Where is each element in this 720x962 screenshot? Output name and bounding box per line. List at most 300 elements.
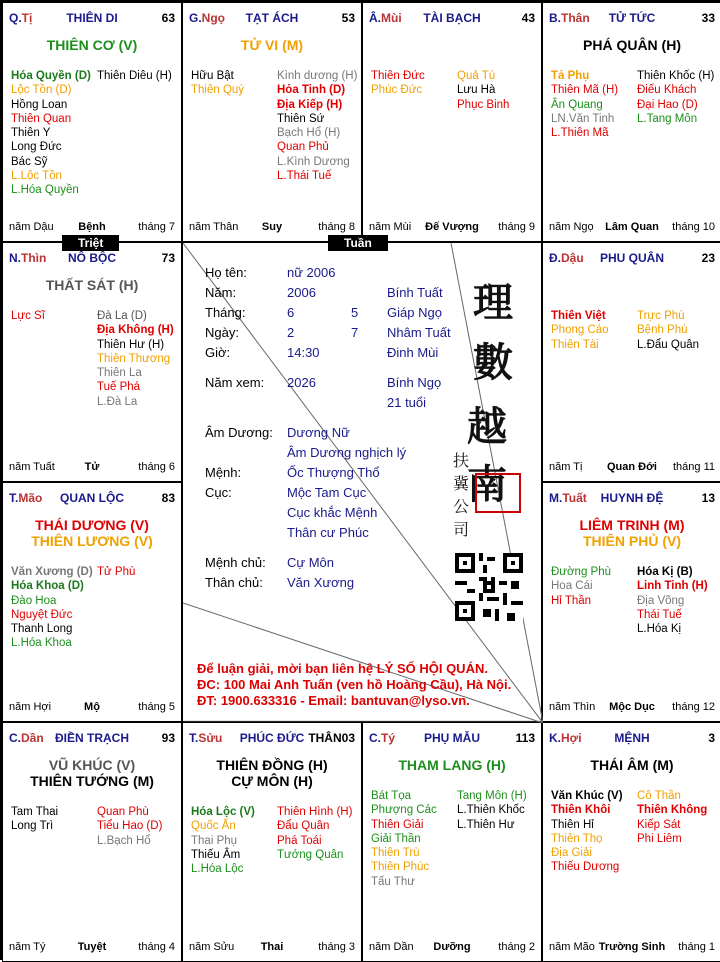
minor-star: L.Thiên Mã	[551, 127, 609, 140]
left-star-list	[551, 565, 611, 608]
palace-chi: Hợi	[561, 731, 582, 745]
palace-dai-van: 93	[161, 731, 175, 745]
minor-star: L.Kình Dương	[277, 155, 350, 168]
minor-star: Bạch Hổ (H)	[277, 127, 341, 140]
right-star-list	[97, 309, 174, 409]
minor-star: Địa Võng	[637, 594, 685, 607]
palace-dai-van: 73	[161, 251, 175, 265]
palace-name: HUYNH ĐỆ	[600, 491, 664, 505]
ngay-am: 7	[351, 325, 359, 340]
left-star-list	[551, 69, 618, 140]
minor-star: Quốc Ấn	[191, 820, 236, 833]
minor-star: Điếu Khách	[637, 84, 697, 97]
palace-chi: Mùi	[381, 11, 402, 25]
luu-nien: năm Thân	[189, 221, 239, 233]
red-seal	[475, 473, 521, 513]
small-calligraphy-char: 扶	[453, 451, 470, 470]
main-star: THIÊN PHỦ (V)	[583, 533, 681, 549]
minor-star: Phong Cáo	[551, 324, 609, 337]
minor-star: Cô Thần	[637, 790, 681, 802]
main-star: THIÊN CƠ (V)	[46, 37, 138, 53]
minor-star: L.Thái Tuế	[277, 170, 332, 183]
palace-name: TẠT ÁCH	[245, 11, 299, 25]
am-duong-label: Âm Dương:	[205, 425, 273, 440]
luu-thang: tháng 3	[318, 941, 355, 953]
cuc-value: Mộc Tam Cục	[287, 485, 367, 500]
right-star-list	[457, 789, 527, 832]
main-star: LIÊM TRINH (M)	[579, 517, 685, 533]
palace-chi: Mão	[18, 491, 43, 505]
menh-label: Mệnh:	[205, 465, 242, 480]
main-star: THẤT SÁT (H)	[45, 277, 139, 293]
palace-footer	[549, 941, 715, 955]
minor-star: Phục Binh	[457, 98, 510, 111]
palace-name: TÀI BẠCH	[423, 11, 481, 25]
minor-star: L.Hóa Quyền	[11, 184, 79, 197]
palace-mui[interactable]	[362, 2, 542, 242]
minor-star: Linh Tinh (H)	[637, 580, 708, 593]
than-chu-label: Thân chủ:	[205, 575, 263, 590]
minor-star: Thiên Không	[637, 804, 708, 817]
luu-nien: năm Tị	[549, 461, 583, 473]
gio-can-chi: Đinh Mùi	[387, 345, 439, 360]
palace-thin[interactable]	[2, 242, 182, 482]
palace-header	[189, 731, 355, 745]
minor-star: Địa Kiếp (H)	[277, 98, 343, 111]
minor-star: Phá Toái	[277, 834, 322, 847]
menh-chu-label: Mệnh chủ:	[205, 555, 266, 570]
palace-footer	[549, 461, 715, 475]
left-star-list	[371, 789, 437, 889]
thang-am: 5	[351, 305, 359, 320]
trang-sinh: Suy	[261, 221, 283, 233]
am-duong-value: Dương Nữ	[287, 425, 350, 440]
left-star-list	[191, 69, 244, 98]
contact-line: Để luận giải, mời bạn liên hệ LÝ SỐ HỘI QUÁN.	[197, 661, 488, 676]
left-star-list	[371, 69, 425, 98]
minor-star: L.Đẩu Quân	[637, 338, 700, 351]
tuan-marker: Tuần	[328, 235, 388, 251]
trang-sinh: Trường Sinh	[598, 941, 666, 953]
main-star: THÁI ÂM (M)	[590, 757, 674, 773]
right-star-list	[457, 69, 509, 112]
main-star: THAM LANG (H)	[398, 757, 506, 773]
minor-star: Trực Phù	[637, 310, 685, 322]
minor-star: Long Đức	[11, 141, 62, 154]
palace-ti[interactable]	[2, 2, 182, 242]
thang-duong: 6	[287, 305, 295, 320]
minor-star: Văn Xương (D)	[11, 566, 93, 578]
than-cu-note: Thân cư Phúc	[287, 525, 369, 540]
main-star: TỬ VI (M)	[240, 37, 304, 53]
small-calligraphy-char: 公	[453, 497, 470, 516]
main-star: VŨ KHÚC (V)	[48, 757, 136, 773]
palace-chi: Tị	[21, 11, 33, 25]
luu-thang: tháng 10	[672, 221, 715, 233]
minor-star: Thiếu Âm	[191, 848, 241, 861]
trang-sinh: Dưỡng	[433, 941, 471, 953]
main-star: THIÊN TƯỚNG (M)	[30, 773, 154, 789]
minor-star: Tang Môn (H)	[457, 790, 527, 802]
left-star-list	[551, 789, 623, 875]
nam-xem-value: 2026	[287, 375, 316, 390]
minor-star: Thai Phụ	[191, 834, 238, 847]
minor-star: Tiểu Hao (D)	[97, 820, 163, 833]
minor-star: Lộc Tồn (D)	[11, 84, 72, 97]
luu-nien: năm Mão	[549, 941, 595, 953]
luu-nien: năm Ngọ	[549, 221, 594, 233]
luu-nien: năm Dần	[369, 941, 414, 953]
luu-nien: năm Tuất	[9, 461, 55, 473]
calligraphy-char: 南	[467, 461, 507, 508]
thang-label: Tháng:	[205, 305, 246, 320]
luu-thang: tháng 7	[138, 221, 175, 233]
nam-value: 2006	[287, 285, 316, 300]
minor-star: Thiên Hư (H)	[97, 338, 165, 351]
palace-suu[interactable]	[182, 722, 362, 962]
palace-footer	[369, 221, 535, 235]
palace-name: QUAN LỘC	[60, 491, 124, 505]
palace-chi: Dần	[21, 731, 44, 745]
minor-star: Đào Hoa	[11, 594, 57, 607]
minor-star: Bác Sỹ	[11, 155, 48, 168]
palace-dai-van: 33	[701, 11, 715, 25]
palace-footer	[549, 701, 715, 715]
minor-star: Tấu Thư	[371, 875, 415, 888]
palace-footer	[549, 221, 715, 235]
minor-star: L.Tang Môn	[637, 112, 698, 125]
luu-thang: tháng 8	[318, 221, 355, 233]
minor-star: Quan Phủ	[277, 141, 329, 154]
palace-dan[interactable]	[2, 722, 182, 962]
minor-star: Phượng Các	[371, 804, 437, 817]
minor-star: Hóa Quyền (D)	[11, 70, 91, 82]
palace-can: C.	[369, 731, 381, 745]
minor-star: Tả Phụ	[551, 70, 590, 82]
main-star: THIÊN ĐỒNG (H)	[216, 757, 328, 773]
minor-star: Phúc Đức	[371, 84, 423, 97]
palace-than[interactable]	[542, 2, 720, 242]
minor-star: Lực Sĩ	[11, 310, 45, 322]
menh-value: Ốc Thượng Thổ	[287, 465, 380, 480]
luu-nien: năm Sửu	[189, 941, 235, 953]
minor-star: Thiên Giải	[371, 818, 424, 831]
palace-ngo[interactable]	[182, 2, 362, 242]
calligraphy-char: 理	[473, 279, 513, 326]
right-star-list	[637, 789, 707, 846]
center-info-panel	[182, 242, 542, 722]
minor-star: Thiên Hỉ	[551, 818, 594, 831]
minor-star: Thiên Khôi	[551, 804, 611, 817]
right-star-list	[637, 309, 699, 352]
minor-star: Thanh Long	[11, 623, 73, 636]
cuc-label: Cục:	[205, 485, 232, 500]
cuc-note: Cục khắc Mệnh	[287, 505, 378, 520]
minor-star: Đà La (D)	[97, 310, 147, 322]
tuoi-value: 21 tuổi	[387, 395, 427, 410]
palace-footer	[369, 941, 535, 955]
left-star-list	[11, 309, 45, 323]
left-star-list	[11, 69, 91, 198]
right-star-list	[97, 805, 162, 848]
luu-nien: năm Thìn	[549, 701, 596, 713]
qr-code[interactable]	[455, 553, 523, 621]
minor-star: Quan Phù	[97, 806, 149, 818]
minor-star: Thiếu Dương	[551, 861, 620, 874]
trang-sinh: Mộc Dục	[609, 701, 655, 713]
right-star-list	[97, 565, 135, 579]
ngay-duong: 2	[287, 325, 295, 340]
palace-name: PHỤ MẪU	[424, 731, 480, 745]
minor-star: Long Trì	[11, 820, 54, 833]
minor-star: Tam Thai	[11, 806, 59, 818]
palace-dai-van: 13	[701, 491, 715, 505]
palace-can: Q.	[9, 11, 22, 25]
minor-star: L.Hóa Kị	[637, 623, 682, 636]
palace-can: T.	[189, 731, 199, 745]
right-star-list	[637, 69, 714, 126]
minor-star: L.Hóa Lộc	[191, 863, 244, 876]
ho-ten-value: nữ 2006	[287, 265, 336, 280]
minor-star: Hữu Bật	[191, 70, 234, 82]
main-star: THIÊN LƯƠNG (V)	[31, 533, 153, 549]
palace-can: G.	[189, 11, 202, 25]
palace-can: Â.	[369, 11, 381, 25]
ngay-can-chi: Nhâm Tuất	[387, 325, 451, 340]
minor-star: L.Lộc Tồn	[11, 170, 62, 183]
menh-chu-value: Cự Môn	[287, 555, 334, 570]
luu-thang: tháng 2	[498, 941, 535, 953]
palace-ty[interactable]	[362, 722, 542, 962]
left-star-list	[11, 565, 93, 651]
minor-star: Hỏa Tinh (D)	[277, 84, 346, 97]
palace-name: PHÚC ĐỨC	[239, 731, 305, 745]
nam-label: Năm:	[205, 285, 237, 300]
palace-can: C.	[9, 731, 21, 745]
minor-star: L.Hóa Khoa	[11, 637, 72, 650]
luu-thang: tháng 12	[672, 701, 715, 713]
palace-dai-van: 83	[161, 491, 175, 505]
main-star: CỰ MÔN (H)	[231, 773, 313, 789]
palace-chi: Sửu	[198, 731, 223, 745]
minor-star: Thiên Tài	[551, 338, 599, 351]
main-star: PHÁ QUÂN (H)	[583, 37, 681, 53]
palace-name: PHU QUÂN	[599, 251, 664, 265]
minor-star: Thiên Thương	[97, 352, 171, 365]
luu-thang: tháng 6	[138, 461, 175, 473]
nam-can-chi: Bính Tuất	[387, 285, 443, 300]
palace-footer	[9, 221, 175, 235]
minor-star: Quả Tú	[457, 70, 496, 82]
minor-star: Phi Liêm	[637, 832, 682, 845]
nam-xem-can-chi: Bính Ngọ	[387, 375, 442, 390]
gio-label: Giờ:	[205, 345, 231, 360]
palace-footer	[189, 941, 355, 955]
than-chu-value: Văn Xương	[287, 575, 355, 590]
palace-footer	[9, 461, 175, 475]
palace-header	[9, 491, 175, 505]
ngay-label: Ngày:	[205, 325, 239, 340]
luu-thang: tháng 11	[672, 461, 715, 473]
minor-star: L.Đà La	[97, 395, 138, 408]
palace-header	[549, 11, 715, 25]
gio-value: 14:30	[287, 345, 320, 360]
luu-nien: năm Mùi	[369, 221, 412, 233]
minor-star: Địa Giải	[551, 847, 592, 860]
palace-chi: Ngọ	[201, 11, 225, 25]
palace-dai-van: 23	[701, 251, 715, 265]
palace-hoi[interactable]	[542, 722, 720, 962]
minor-star: Thiên La	[97, 367, 142, 380]
minor-star: Thiên Đức	[371, 70, 425, 82]
palace-footer	[9, 941, 175, 955]
right-star-list	[97, 69, 172, 83]
palace-header	[9, 11, 175, 25]
minor-star: Hoa Cái	[551, 580, 593, 593]
palace-footer	[9, 701, 175, 715]
palace-can: K.	[549, 731, 561, 745]
right-star-list	[277, 805, 352, 862]
minor-star: Ân Quang	[551, 98, 603, 111]
palace-dai-van: 113	[515, 731, 535, 745]
left-star-list	[551, 309, 609, 352]
minor-star: Thiên Mã (H)	[551, 84, 619, 97]
luu-thang: tháng 1	[678, 941, 715, 953]
palace-header	[549, 731, 715, 745]
palace-header	[369, 11, 535, 25]
minor-star: Đại Hao (D)	[637, 98, 698, 111]
palace-header	[549, 491, 715, 505]
palace-dai-van: 3	[708, 731, 715, 745]
palace-can: B.	[549, 11, 561, 25]
minor-star: L.Thiên Khốc	[457, 804, 525, 817]
minor-star: Thiên Diêu (H)	[97, 70, 172, 82]
trang-sinh: Bệnh	[78, 221, 106, 233]
trang-sinh: Thai	[260, 941, 284, 953]
minor-star: Thiên Phúc	[371, 861, 430, 874]
minor-star: Bát Tọa	[371, 790, 412, 802]
palace-dai-van: 63	[161, 11, 175, 25]
palace-dai-van: 53	[341, 11, 355, 25]
minor-star: Thiên Hình (H)	[277, 806, 353, 818]
palace-name: ĐIỀN TRẠCH	[55, 731, 129, 745]
palace-name: TỬ TỨC	[608, 11, 656, 25]
minor-star: Hóa Lộc (V)	[191, 806, 255, 818]
palace-mao[interactable]	[2, 482, 182, 722]
palace-tuat[interactable]	[542, 482, 720, 722]
palace-chi: Thìn	[21, 251, 47, 265]
minor-star: Thiên Thọ	[551, 832, 603, 845]
luu-nien: năm Tý	[9, 941, 46, 953]
luu-thang: tháng 9	[498, 221, 535, 233]
contact-phone-email[interactable]: ĐT: 1900.633316 - Email: bantuvan@lyso.vn.	[197, 693, 470, 708]
minor-star: Thiên Quý	[191, 84, 245, 97]
luu-thang: tháng 4	[138, 941, 175, 953]
right-star-list	[637, 565, 708, 636]
minor-star: Thiên Y	[11, 127, 51, 140]
palace-name: MỆNH	[614, 731, 650, 745]
calligraphy-char: 數	[473, 339, 513, 386]
minor-star: Bệnh Phù	[637, 324, 688, 337]
left-star-list	[11, 805, 58, 834]
palace-chi: Tuất	[562, 491, 587, 505]
minor-star: Tướng Quân	[277, 848, 344, 861]
minor-star: Hóa Kị (B)	[637, 566, 693, 578]
minor-star: Thái Tuế	[637, 608, 682, 621]
trang-sinh: Quan Đới	[607, 461, 657, 473]
minor-star: L.Bạch Hổ	[97, 834, 151, 847]
palace-name: NÔ BỘC	[68, 251, 116, 265]
palace-header	[369, 731, 535, 745]
minor-star: Kình dương (H)	[277, 70, 358, 82]
palace-dai-van: 43	[521, 11, 535, 25]
left-star-list	[191, 805, 255, 876]
palace-dai-van: THÂN03	[308, 731, 355, 745]
minor-star: Tuế Phá	[97, 381, 141, 394]
minor-star: Tử Phù	[97, 566, 136, 578]
minor-star: Địa Không (H)	[97, 324, 174, 337]
minor-star: Hồng Loan	[11, 98, 68, 111]
palace-can: Đ.	[549, 251, 561, 265]
minor-star: Thiên Trù	[371, 847, 420, 860]
minor-star: Hỉ Thần	[551, 594, 592, 607]
minor-star: LN.Văn Tinh	[551, 112, 615, 125]
main-star: THÁI DƯƠNG (V)	[35, 517, 149, 533]
palace-can: N.	[9, 251, 21, 265]
palace-header	[549, 251, 715, 265]
minor-star: Văn Khúc (V)	[551, 790, 623, 802]
triet-marker: Triệt	[62, 235, 119, 251]
trang-sinh: Lâm Quan	[605, 221, 659, 233]
trang-sinh: Tuyệt	[77, 941, 107, 953]
luu-thang: tháng 5	[138, 701, 175, 713]
minor-star: Nguyệt Đức	[11, 608, 73, 621]
minor-star: Lưu Hà	[457, 84, 496, 97]
palace-chi: Thân	[561, 11, 590, 25]
thang-can-chi: Giáp Ngọ	[387, 305, 442, 320]
nam-xem-label: Năm xem:	[205, 375, 265, 390]
trang-sinh: Tử	[84, 461, 100, 473]
minor-star: Đường Phù	[551, 566, 611, 578]
contact-address: ĐC: 100 Mai Anh Tuấn (ven hồ Hoàng Cầu), Hà Nội.	[197, 677, 512, 692]
palace-chi: Dậu	[561, 251, 584, 265]
minor-star: Thiên Sứ	[277, 112, 325, 125]
minor-star: L.Thiên Hư	[457, 818, 515, 831]
palace-can: M.	[549, 491, 563, 505]
minor-star: Đẩu Quân	[277, 820, 330, 833]
minor-star: Kiếp Sát	[637, 818, 681, 831]
small-calligraphy-char: 冀	[453, 474, 470, 493]
small-calligraphy-char: 司	[453, 520, 470, 539]
ho-ten-label: Họ tên:	[205, 265, 247, 280]
right-star-list	[277, 69, 357, 183]
palace-chi: Tý	[381, 731, 396, 745]
minor-star: Hóa Khoa (D)	[11, 580, 84, 593]
am-duong-note: Âm Dương nghịch lý	[287, 445, 407, 460]
calligraphy-char: 越	[467, 403, 507, 450]
palace-footer	[189, 221, 355, 235]
trang-sinh: Mộ	[84, 701, 100, 713]
luu-nien: năm Dậu	[9, 221, 54, 233]
palace-header	[9, 731, 175, 745]
palace-dau[interactable]	[542, 242, 720, 482]
palace-name: THIÊN DI	[66, 11, 118, 25]
minor-star: Thiên Việt	[551, 310, 606, 322]
minor-star: Giải Thần	[371, 832, 421, 845]
minor-star: Thiên Khốc (H)	[637, 70, 715, 82]
luu-nien: năm Hợi	[9, 701, 52, 713]
palace-header	[189, 11, 355, 25]
